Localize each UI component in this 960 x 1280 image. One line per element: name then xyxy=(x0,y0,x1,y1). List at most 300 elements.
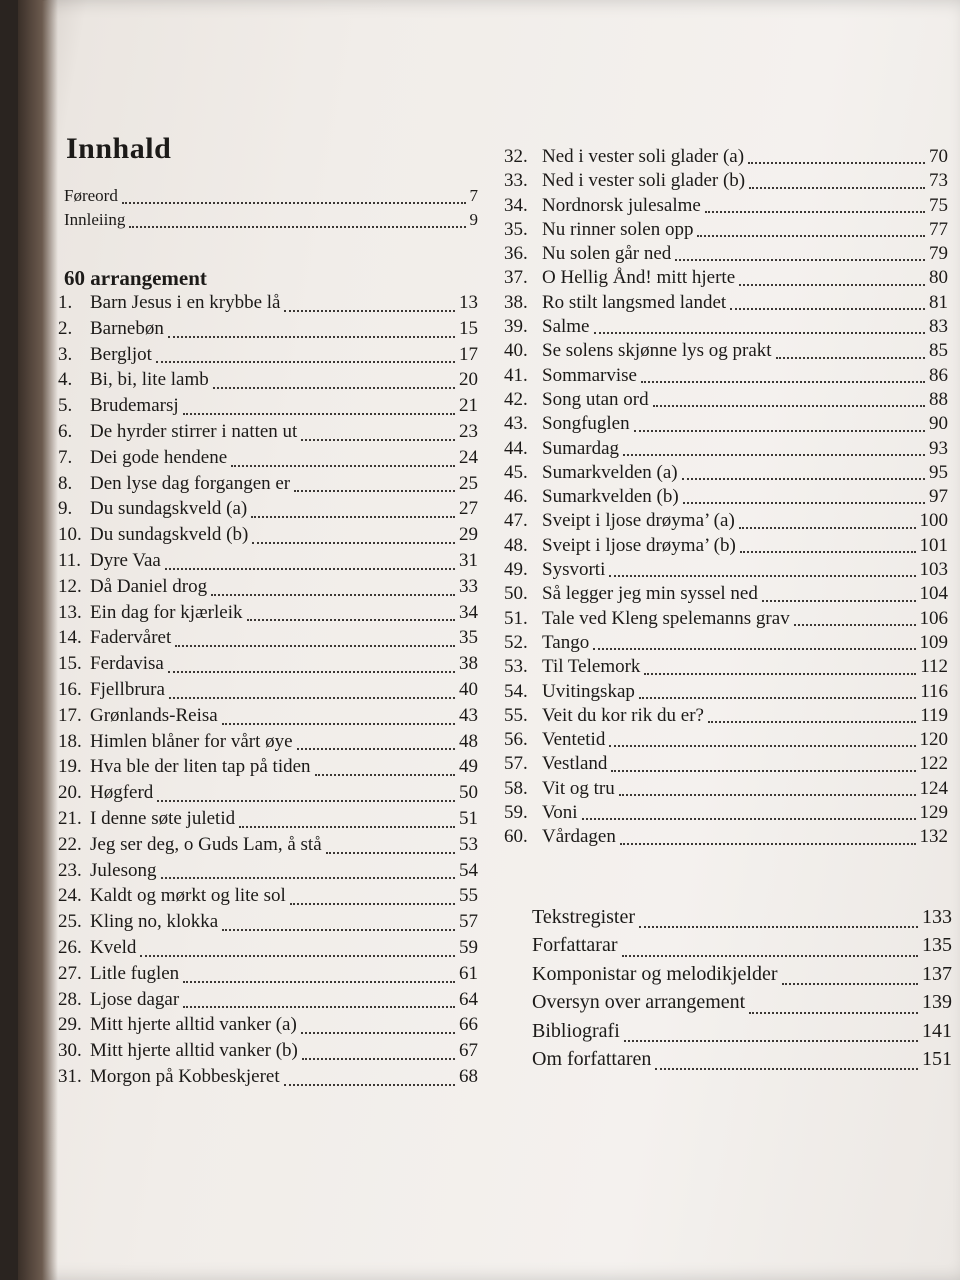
entry-number: 31. xyxy=(58,1065,82,1087)
entry-title: Kaldt og mørkt og lite sol xyxy=(90,885,286,907)
entry-number: 19. xyxy=(58,756,82,778)
section-heading: 60 arrangement xyxy=(64,266,207,290)
entry-page-number: 67 xyxy=(459,1040,478,1062)
entry-title: Ljose dagar xyxy=(90,988,180,1010)
entry-number: 18. xyxy=(58,730,82,752)
toc-entry xyxy=(504,535,948,559)
dot-leader xyxy=(302,1058,455,1060)
entry-number: 23. xyxy=(58,859,82,881)
dot-leader xyxy=(582,818,916,820)
toc-entry xyxy=(504,438,948,462)
toc-entry xyxy=(58,1014,478,1040)
entry-page-number: 23 xyxy=(459,420,478,442)
entry-page-number: 119 xyxy=(920,704,948,726)
toc-entry xyxy=(504,267,948,291)
entry-title: Høgferd xyxy=(90,782,154,804)
entry-number: 56. xyxy=(504,729,528,751)
toc-entry xyxy=(58,1040,478,1066)
dot-leader xyxy=(213,387,455,389)
dot-leader xyxy=(623,454,925,456)
entry-page-number: 70 xyxy=(929,146,948,167)
right-column xyxy=(504,146,948,851)
toc-entry xyxy=(58,756,478,782)
entry-title: Sumardag xyxy=(542,437,620,459)
entry-page-number: 13 xyxy=(459,292,478,313)
entry-number: 32. xyxy=(504,146,528,167)
dot-leader xyxy=(622,955,918,957)
left-column xyxy=(58,186,478,1092)
toc-entry xyxy=(58,679,478,705)
entry-page-number: 93 xyxy=(929,437,948,459)
toc-entry xyxy=(58,421,478,447)
entry-number: 25. xyxy=(58,911,82,933)
toc-entry xyxy=(504,292,948,316)
entry-page-number: 43 xyxy=(459,704,478,726)
entry-page-number: 88 xyxy=(929,388,948,410)
entry-number: 33. xyxy=(504,170,528,192)
entry-number: 11. xyxy=(58,549,82,571)
dot-leader xyxy=(222,723,455,725)
dot-leader xyxy=(183,1006,455,1008)
toc-entry xyxy=(58,782,478,808)
entry-number: 53. xyxy=(504,656,528,678)
entry-page-number: 31 xyxy=(459,549,478,571)
entry-number: 45. xyxy=(504,461,528,483)
toc-entry xyxy=(58,369,478,395)
entry-number: 3. xyxy=(58,343,73,365)
entry-number: 49. xyxy=(504,559,528,581)
toc-entry xyxy=(532,1048,952,1076)
page-title: Innhald xyxy=(66,132,172,165)
entry-page-number: 51 xyxy=(459,807,478,829)
entry-page-number: 25 xyxy=(459,472,478,494)
entry-title: Bi, bi, lite lamb xyxy=(90,369,209,391)
dot-leader xyxy=(169,697,455,699)
entry-page-number: 48 xyxy=(459,730,478,752)
entry-page-number: 109 xyxy=(919,631,948,653)
entry-page-number: 73 xyxy=(929,170,948,192)
entry-number: 35. xyxy=(504,218,528,240)
entry-number: 47. xyxy=(504,510,528,532)
book-page xyxy=(18,0,960,1280)
entry-title: Sysvorti xyxy=(542,559,606,581)
toc-entry xyxy=(58,627,478,653)
entry-title: Nordnorsk julesalme xyxy=(542,194,701,216)
entry-page-number: 81 xyxy=(929,291,948,313)
entry-page-number: 59 xyxy=(459,936,478,958)
entry-title: Sumarkvelden (a) xyxy=(542,461,678,483)
entry-page-number: 64 xyxy=(459,988,478,1010)
toc-entry xyxy=(58,473,478,499)
dot-leader xyxy=(211,594,455,596)
dot-leader xyxy=(748,162,925,164)
entry-number: 22. xyxy=(58,833,82,855)
toc-entry xyxy=(532,991,952,1019)
toc-entry xyxy=(58,524,478,550)
dot-leader xyxy=(161,877,456,879)
entry-number: 8. xyxy=(58,472,73,494)
entry-page-number: 9 xyxy=(469,210,478,229)
entry-title: Ned i vester soli glader (a) xyxy=(542,146,745,167)
entry-page-number: 29 xyxy=(459,524,478,546)
entry-page-number: 122 xyxy=(919,753,948,775)
entry-number: 55. xyxy=(504,704,528,726)
dot-leader xyxy=(129,226,465,228)
entry-page-number: 100 xyxy=(919,510,948,532)
entry-number: 24. xyxy=(58,885,82,907)
entry-title: Songfuglen xyxy=(542,413,630,435)
entry-title: O Hellig Ånd! mitt hjerte xyxy=(542,267,736,289)
entry-title: Sommarvise xyxy=(542,364,637,386)
entry-page-number: 7 xyxy=(469,186,478,205)
entry-number: 30. xyxy=(58,1040,82,1062)
entry-page-number: 83 xyxy=(929,316,948,338)
entry-page-number: 80 xyxy=(929,267,948,289)
dot-leader xyxy=(740,551,916,553)
entry-number: 60. xyxy=(504,826,528,848)
entry-title: Fjellbrura xyxy=(90,678,165,700)
dot-leader xyxy=(168,671,455,673)
dot-leader xyxy=(697,235,925,237)
entry-page-number: 34 xyxy=(459,601,478,623)
entry-page-number: 104 xyxy=(919,583,948,605)
entry-number: 20. xyxy=(58,782,82,804)
entry-number: 54. xyxy=(504,680,528,702)
toc-entry xyxy=(504,705,948,729)
entry-page-number: 141 xyxy=(922,1019,952,1042)
entry-title: Fadervåret xyxy=(90,627,172,649)
entry-number: 36. xyxy=(504,243,528,265)
entry-page-number: 137 xyxy=(922,962,952,985)
entry-number: 39. xyxy=(504,316,528,338)
toc-entry xyxy=(504,802,948,826)
entry-title: Til Telemork xyxy=(542,656,641,678)
toc-entry xyxy=(504,316,948,340)
toc-entry xyxy=(532,906,952,934)
toc-entry xyxy=(58,808,478,834)
entry-title: Dei gode hendene xyxy=(90,446,228,468)
dot-leader xyxy=(594,332,926,334)
entry-number: 40. xyxy=(504,340,528,362)
entry-page-number: 95 xyxy=(929,461,948,483)
entry-title: Du sundagskveld (b) xyxy=(90,524,249,546)
dot-leader xyxy=(739,527,916,529)
entry-number: 46. xyxy=(504,486,528,508)
toc-entry xyxy=(58,731,478,757)
toc-entry xyxy=(58,498,478,524)
dot-leader xyxy=(252,542,455,544)
toc-entry xyxy=(58,989,478,1015)
entry-page-number: 57 xyxy=(459,911,478,933)
dot-leader xyxy=(315,774,455,776)
entry-title: Vårdagen xyxy=(542,826,616,848)
entry-page-number: 139 xyxy=(922,991,952,1014)
entry-number: 27. xyxy=(58,962,82,984)
toc-entry xyxy=(504,510,948,534)
entry-number: 52. xyxy=(504,631,528,653)
entry-number: 51. xyxy=(504,607,528,629)
entry-title: Ferdavisa xyxy=(90,653,164,675)
entry-title: Kveld xyxy=(90,936,137,958)
entry-number: 5. xyxy=(58,395,73,417)
entry-page-number: 90 xyxy=(929,413,948,435)
entry-number: 14. xyxy=(58,627,82,649)
dot-leader xyxy=(675,259,925,261)
toc-entry xyxy=(504,608,948,632)
dot-leader xyxy=(620,843,916,845)
entry-title: Hva ble der liten tap på tiden xyxy=(90,756,311,778)
toc-entry xyxy=(58,911,478,937)
entry-title: Sumarkvelden (b) xyxy=(542,486,679,508)
dot-leader xyxy=(183,413,455,415)
entry-number: 58. xyxy=(504,777,528,799)
entry-title: Sveipt i ljose drøyma’ (a) xyxy=(542,510,735,532)
entry-title: Salme xyxy=(542,316,590,338)
toc-entry xyxy=(58,318,478,344)
entry-page-number: 50 xyxy=(459,782,478,804)
entry-page-number: 116 xyxy=(920,680,948,702)
entry-title: Barnebøn xyxy=(90,317,164,339)
dot-leader xyxy=(683,502,925,504)
entry-page-number: 15 xyxy=(459,317,478,339)
entry-title: Voni xyxy=(542,802,578,824)
entry-title: Dyre Vaa xyxy=(90,549,161,571)
dot-leader xyxy=(639,926,918,928)
entry-number: 59. xyxy=(504,802,528,824)
entry-title: Tango xyxy=(542,631,590,653)
dot-leader xyxy=(165,568,455,570)
entry-title: Mitt hjerte alltid vanker (b) xyxy=(90,1040,298,1062)
dot-leader xyxy=(776,357,925,359)
entry-page-number: 106 xyxy=(919,607,948,629)
entry-title: Føreord xyxy=(64,186,118,205)
toc-entry xyxy=(504,365,948,389)
entry-page-number: 103 xyxy=(919,559,948,581)
entry-title: I denne søte juletid xyxy=(90,807,236,829)
arrangements-list-left xyxy=(58,292,478,1092)
entry-number: 28. xyxy=(58,988,82,1010)
dot-leader xyxy=(326,852,455,854)
dot-leader xyxy=(156,361,455,363)
toc-entry xyxy=(58,186,478,210)
entry-page-number: 21 xyxy=(459,395,478,417)
toc-entry xyxy=(58,576,478,602)
arrangements-list-right xyxy=(504,146,948,851)
entry-title: Vestland xyxy=(542,753,608,775)
toc-entry xyxy=(504,389,948,413)
entry-title: Om forfattaren xyxy=(532,1047,652,1070)
dot-leader xyxy=(611,770,915,772)
dot-leader xyxy=(301,439,455,441)
toc-entry xyxy=(58,550,478,576)
toc-entry xyxy=(504,559,948,583)
entry-page-number: 27 xyxy=(459,498,478,520)
entry-number: 17. xyxy=(58,704,82,726)
entry-number: 43. xyxy=(504,413,528,435)
entry-number: 15. xyxy=(58,653,82,675)
dot-leader xyxy=(705,211,925,213)
entry-number: 42. xyxy=(504,388,528,410)
entry-page-number: 85 xyxy=(929,340,948,362)
dot-leader xyxy=(247,619,456,621)
entry-number: 1. xyxy=(58,292,73,313)
book-spine-shadow xyxy=(18,0,58,1280)
entry-title: Uvitingskap xyxy=(542,680,635,702)
back-matter-list xyxy=(532,906,952,1076)
entry-page-number: 33 xyxy=(459,575,478,597)
entry-page-number: 97 xyxy=(929,486,948,508)
dot-leader xyxy=(653,405,925,407)
dot-leader xyxy=(655,1068,918,1070)
entry-title: De hyrder stirrer i natten ut xyxy=(90,420,298,442)
entry-title: Barn Jesus i en krybbe lå xyxy=(90,292,281,313)
dot-leader xyxy=(634,430,925,432)
entry-page-number: 129 xyxy=(919,802,948,824)
entry-page-number: 24 xyxy=(459,446,478,468)
entry-number: 10. xyxy=(58,524,82,546)
toc-entry xyxy=(58,344,478,370)
entry-title: Julesong xyxy=(90,859,157,881)
toc-entry xyxy=(58,1066,478,1092)
entry-title: Den lyse dag forgangen er xyxy=(90,472,291,494)
dot-leader xyxy=(290,903,455,905)
entry-title: Du sundagskveld (a) xyxy=(90,498,248,520)
toc-entry xyxy=(58,885,478,911)
entry-page-number: 135 xyxy=(922,934,952,957)
entry-page-number: 101 xyxy=(919,534,948,556)
entry-page-number: 77 xyxy=(929,218,948,240)
entry-page-number: 112 xyxy=(920,656,948,678)
entry-title: Jeg ser deg, o Guds Lam, å stå xyxy=(90,833,322,855)
dot-leader xyxy=(609,575,915,577)
toc-entry xyxy=(504,243,948,267)
entry-title: Bergljot xyxy=(90,343,152,365)
entry-number: 44. xyxy=(504,437,528,459)
dot-leader xyxy=(730,308,925,310)
toc-entry xyxy=(532,934,952,962)
dot-leader xyxy=(593,648,915,650)
entry-title: Ro stilt langsmed landet xyxy=(542,291,727,313)
entry-number: 50. xyxy=(504,583,528,605)
entry-number: 57. xyxy=(504,753,528,775)
entry-number: 21. xyxy=(58,807,82,829)
entry-title: Se solens skjønne lys og prakt xyxy=(542,340,772,362)
entry-page-number: 75 xyxy=(929,194,948,216)
toc-entry xyxy=(58,395,478,421)
entry-page-number: 86 xyxy=(929,364,948,386)
entry-title: Morgon på Kobbeskjeret xyxy=(90,1065,280,1087)
entry-title: Tekstregister xyxy=(532,906,636,928)
dot-leader xyxy=(749,1012,918,1014)
dot-leader xyxy=(782,983,918,985)
entry-page-number: 151 xyxy=(922,1047,952,1070)
entry-title: Bibliografi xyxy=(532,1019,620,1042)
entry-number: 38. xyxy=(504,291,528,313)
dot-leader xyxy=(297,748,455,750)
toc-entry xyxy=(504,413,948,437)
dot-leader xyxy=(294,490,455,492)
entry-number: 9. xyxy=(58,498,73,520)
toc-entry xyxy=(58,834,478,860)
entry-title: Innleiing xyxy=(64,210,126,229)
entry-title: Veit du kor rik du er? xyxy=(542,704,704,726)
entry-title: Mitt hjerte alltid vanker (a) xyxy=(90,1014,297,1036)
entry-title: Ventetid xyxy=(542,729,606,751)
dot-leader xyxy=(609,745,915,747)
entry-page-number: 54 xyxy=(459,859,478,881)
entry-title: Forfattarar xyxy=(532,934,618,957)
entry-page-number: 55 xyxy=(459,885,478,907)
entry-page-number: 20 xyxy=(459,369,478,391)
toc-entry xyxy=(504,778,948,802)
toc-entry xyxy=(58,860,478,886)
dot-leader xyxy=(644,673,916,675)
dot-leader xyxy=(762,600,916,602)
toc-entry xyxy=(504,146,948,170)
toc-entry xyxy=(58,447,478,473)
toc-entry xyxy=(504,632,948,656)
dot-leader xyxy=(284,1084,455,1086)
entry-page-number: 124 xyxy=(919,777,948,799)
dot-leader xyxy=(251,516,455,518)
dot-leader xyxy=(183,981,455,983)
dot-leader xyxy=(619,794,916,796)
entry-number: 2. xyxy=(58,317,73,339)
dot-leader xyxy=(140,955,455,957)
toc-entry xyxy=(504,195,948,219)
entry-page-number: 61 xyxy=(459,962,478,984)
dot-leader xyxy=(739,284,925,286)
entry-number: 26. xyxy=(58,936,82,958)
dot-leader xyxy=(168,336,455,338)
toc-entry xyxy=(504,729,948,753)
toc-entry xyxy=(532,963,952,991)
entry-page-number: 35 xyxy=(459,627,478,649)
dot-leader xyxy=(301,1032,455,1034)
entry-title: Litle fuglen xyxy=(90,962,180,984)
entry-number: 13. xyxy=(58,601,82,623)
entry-number: 16. xyxy=(58,678,82,700)
entry-title: Då Daniel drog xyxy=(90,575,208,597)
entry-number: 7. xyxy=(58,446,73,468)
toc-entry xyxy=(58,705,478,731)
entry-title: Ein dag for kjærleik xyxy=(90,601,243,623)
dot-leader xyxy=(222,929,455,931)
toc-entry xyxy=(504,681,948,705)
entry-page-number: 68 xyxy=(459,1065,478,1087)
entry-title: Nu solen går ned xyxy=(542,243,672,265)
entry-number: 41. xyxy=(504,364,528,386)
dot-leader xyxy=(639,697,916,699)
entry-title: Nu rinner solen opp xyxy=(542,218,694,240)
dot-leader xyxy=(749,187,925,189)
dot-leader xyxy=(122,202,466,204)
entry-number: 37. xyxy=(504,267,528,289)
entry-page-number: 53 xyxy=(459,833,478,855)
toc-entry xyxy=(504,656,948,680)
entry-title: Komponistar og melodikjelder xyxy=(532,962,778,985)
entry-title: Sveipt i ljose drøyma’ (b) xyxy=(542,534,736,556)
entry-page-number: 133 xyxy=(922,906,952,928)
entry-number: 29. xyxy=(58,1014,82,1036)
toc-entry xyxy=(58,292,478,318)
entry-title: Song utan ord xyxy=(542,388,649,410)
entry-title: Grønlands-Reisa xyxy=(90,704,218,726)
entry-title: Kling no, klokka xyxy=(90,911,219,933)
dot-leader xyxy=(624,1040,918,1042)
entry-number: 48. xyxy=(504,534,528,556)
entry-page-number: 132 xyxy=(919,826,948,848)
